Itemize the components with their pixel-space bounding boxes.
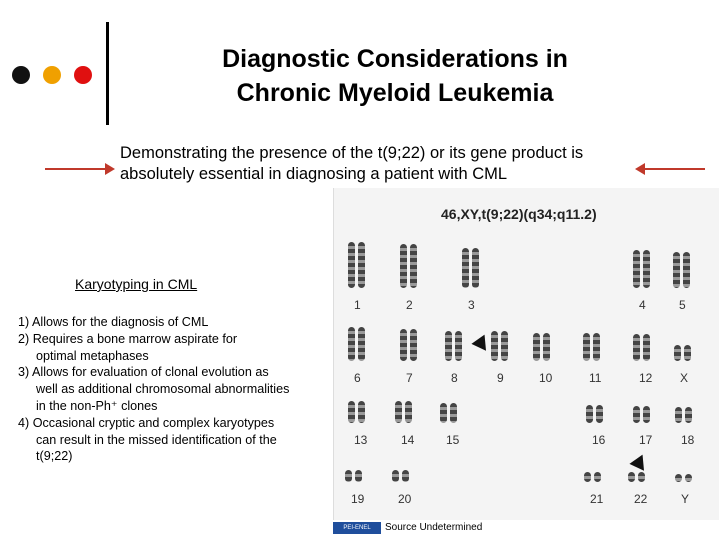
chromosome-label: 5 <box>679 298 686 312</box>
orange-dot-icon <box>43 66 61 84</box>
chromosome-shape <box>633 406 640 423</box>
chromosome-shape <box>643 406 650 423</box>
list-item: t(9;22) <box>36 449 73 464</box>
title-line-1: Diagnostic Considerations in <box>222 45 568 73</box>
chromosome-label: 15 <box>446 433 460 447</box>
chromosome-shape <box>450 403 457 423</box>
chromosome-shape <box>596 405 603 423</box>
karyotyping-title: Karyotyping in CML <box>75 276 198 292</box>
chromosome-label: 20 <box>398 492 412 506</box>
chromosome-shape <box>633 334 640 361</box>
chromosome-shape <box>358 401 365 423</box>
source-text: Source Undetermined <box>385 522 483 533</box>
chromosome-shape <box>593 333 600 361</box>
chromosome-shape <box>628 472 635 482</box>
red-dot-icon <box>74 66 92 84</box>
chromosome-shape <box>533 333 540 361</box>
chromosome-shape <box>674 345 681 361</box>
chromosome-shape <box>643 250 650 288</box>
chromosome-shape <box>395 401 402 423</box>
chromosome-shape <box>410 244 417 288</box>
list-item: 3) Allows for evaluation of clonal evolution as <box>18 365 269 380</box>
list-item: 4) Occasional cryptic and complex karyotypes <box>18 415 275 430</box>
chromosome-label: 9 <box>497 371 504 385</box>
left-arrow-line <box>45 168 107 170</box>
list-item: can result in the missed identification of the <box>36 432 277 447</box>
karyotyping-list <box>18 314 328 465</box>
chromosome-label: 17 <box>639 433 653 447</box>
chromosome-label: 22 <box>634 492 648 506</box>
chromosome-label: 21 <box>590 492 604 506</box>
chromosome-shape <box>348 327 355 361</box>
license-badge-icon: PEI-ENEL <box>333 522 381 534</box>
chromosome-label: 18 <box>681 433 695 447</box>
chromosome-label: 3 <box>468 298 475 312</box>
divider-line <box>106 22 109 125</box>
chromosome-label: 2 <box>406 298 413 312</box>
chromosome-shape <box>673 252 680 288</box>
chromosome-label: 13 <box>354 433 368 447</box>
chromosome-shape <box>355 470 362 482</box>
list-item: in the non-Ph⁺ clones <box>36 398 158 413</box>
title-line-2: Chronic Myeloid Leukemia <box>236 79 554 107</box>
source-credit <box>333 521 488 535</box>
diagnosis-statement <box>120 143 650 185</box>
karyotype-image <box>333 188 719 520</box>
black-dot-icon <box>12 66 30 84</box>
chromosome-shape <box>345 470 352 482</box>
chromosome-shape <box>358 327 365 361</box>
statement-line-2: absolutely essential in diagnosing a patient with CML <box>120 165 508 183</box>
chromosome-shape <box>410 329 417 361</box>
chromosome-shape <box>583 333 590 361</box>
chromosome-label: 14 <box>401 433 415 447</box>
slide-title <box>150 42 640 110</box>
right-arrow-line <box>645 168 705 170</box>
chromosome-shape <box>472 248 479 288</box>
chromosome-shape <box>440 403 447 423</box>
chromosome-label: 4 <box>639 298 646 312</box>
chromosome-shape <box>501 331 508 361</box>
list-item: well as additional chromosomal abnormalities <box>36 382 290 397</box>
chromosome-shape <box>348 242 355 288</box>
chromosome-shape <box>348 401 355 423</box>
chromosome-label: 19 <box>351 492 365 506</box>
chromosome-shape <box>455 331 462 361</box>
chromosome-shape <box>675 407 682 423</box>
chromosome-shape <box>633 250 640 288</box>
chromosome-shape <box>643 334 650 361</box>
chromosome-label: 11 <box>589 371 602 385</box>
list-item: 1) Allows for the diagnosis of CML <box>18 315 209 329</box>
chromosome-label: 16 <box>592 433 606 447</box>
chromosome-label: X <box>680 371 689 385</box>
chromosome-shape <box>684 345 691 361</box>
list-item: 2) Requires a bone marrow aspirate for <box>18 331 238 346</box>
chromosome-shape <box>392 470 399 482</box>
chromosome-shape <box>685 407 692 423</box>
chromosome-shape <box>675 474 682 482</box>
chromosome-label: 8 <box>451 371 458 385</box>
chromosome-shape <box>400 244 407 288</box>
chromosome-shape <box>402 470 409 482</box>
chromosome-shape <box>586 405 593 423</box>
chromosome-label: 12 <box>639 371 653 385</box>
chromosome-shape <box>543 333 550 361</box>
chromosome-shape <box>683 252 690 288</box>
karyotype-header: 46,XY,t(9;22)(q34;q11.2) <box>441 206 597 222</box>
chromosome-shape <box>584 472 591 482</box>
chromosome-shape <box>405 401 412 423</box>
chromosome-label: 10 <box>539 371 553 385</box>
chromosome-shape <box>594 472 601 482</box>
chromosome-label: 1 <box>354 298 361 312</box>
chromosome-label: 6 <box>354 371 361 385</box>
chromosome-shape <box>445 331 452 361</box>
chromosome-shape <box>400 329 407 361</box>
left-arrow-head-icon <box>105 163 115 175</box>
chromosome-shape <box>358 242 365 288</box>
chromosome-label: 7 <box>406 371 413 385</box>
statement-line-1: Demonstrating the presence of the t(9;22) or its gene product is <box>120 144 584 162</box>
chromosome-shape <box>462 248 469 288</box>
list-item: optimal metaphases <box>36 348 149 363</box>
chromosome-shape <box>685 474 692 482</box>
translocation-arrow-icon <box>471 335 492 356</box>
chromosome-label: Y <box>681 492 690 506</box>
